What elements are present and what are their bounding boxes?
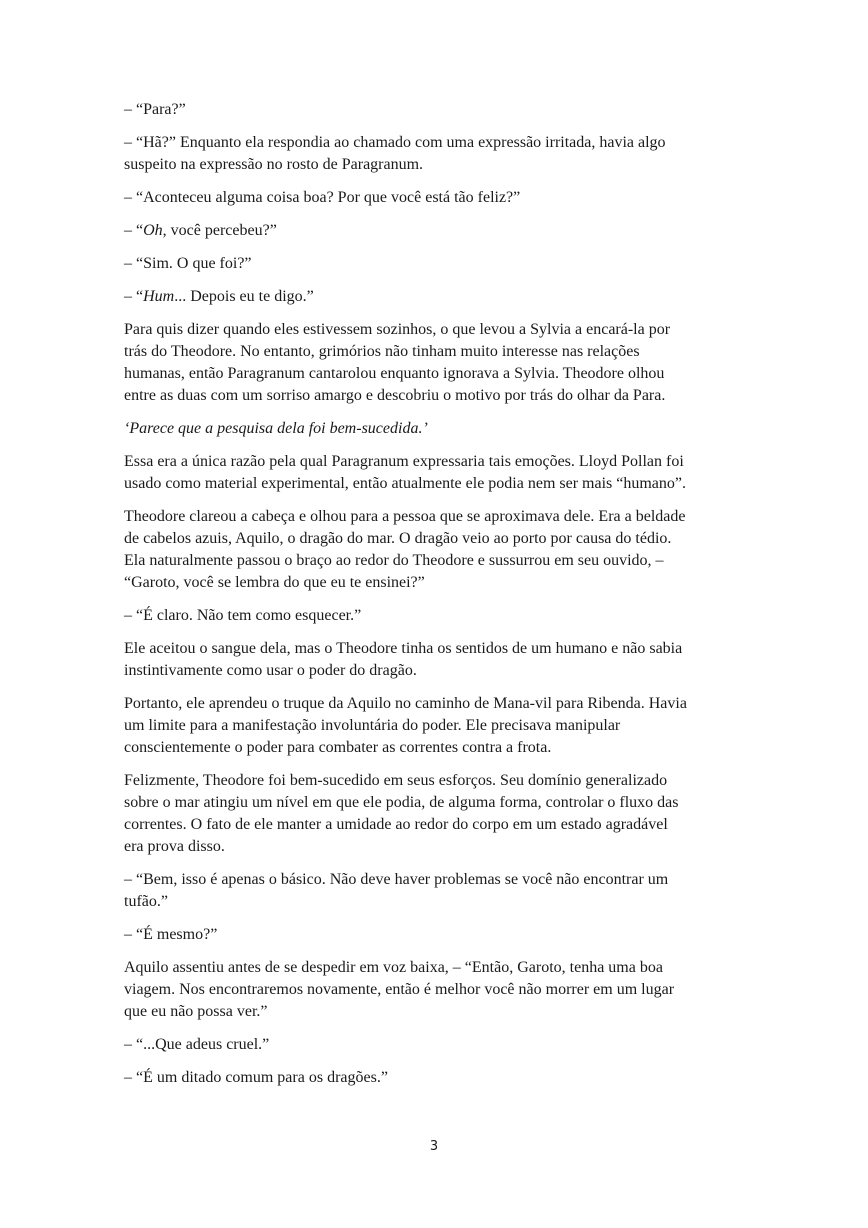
paragraph-narration: Portanto, ele aprendeu o truque da Aquilo no caminho de Mana-vil para Ribenda. Havia um limite para a manifestação involuntária do poder. Ele precisava manipular conscientemente o poder para combater as correntes contra a frota. <box>124 695 687 756</box>
text-body <box>124 99 746 1100</box>
dialogue-suffix: ... Depois eu te digo.” <box>174 288 314 305</box>
paragraph-dialogue: – “É um ditado comum para os dragões.” <box>124 1069 388 1086</box>
paragraph-narration: Felizmente, Theodore foi bem-sucedido em seus esforços. Seu domínio generalizado sobre o mar atingiu um nível em que ele podia, de alguma forma, controlar o fluxo das correntes. O fato de ele manter a umidade ao redor do corpo em um estado agradável era prova disso. <box>124 772 679 855</box>
paragraph-dialogue: – “É mesmo?” <box>124 926 218 943</box>
paragraph-dialogue: – “Aconteceu alguma coisa boa? Por que você está tão feliz?” <box>124 189 521 206</box>
emphasis-text: Oh <box>143 222 163 239</box>
page-number: 3 <box>429 1139 439 1154</box>
paragraph-dialogue: – “Hã?” Enquanto ela respondia ao chamado com uma expressão irritada, havia algo suspeito na expressão no rosto de Paragranum. <box>124 134 666 173</box>
paragraph-dialogue: – “É claro. Não tem como esquecer.” <box>124 607 362 624</box>
paragraph-narration: Theodore clareou a cabeça e olhou para a pessoa que se aproximava dele. Era a beldade de cabelos azuis, Aquilo, o dragão do mar. O dragão veio ao porto por causa do tédio. Ela naturalmente passou o braço ao redor do Theodore e sussurrou em seu ouvido, – “Garoto, você se lembra do que eu te ensinei?” <box>124 508 686 591</box>
paragraph-dialogue: – “Sim. O que foi?” <box>124 255 252 272</box>
paragraph-dialogue: – “Bem, isso é apenas o básico. Não deve haver problemas se você não encontrar um tufão.” <box>124 871 669 910</box>
dialogue-prefix: – “ <box>124 288 144 305</box>
paragraph-dialogue: – “Para?” <box>124 101 186 118</box>
paragraph-thought: ‘Parece que a pesquisa dela foi bem-sucedida.’ <box>124 420 428 437</box>
paragraph-dialogue <box>124 220 746 242</box>
paragraph-narration: Essa era a única razão pela qual Paragranum expressaria tais emoções. Lloyd Pollan foi usado como material experimental, então atualmente ele podia nem ser mais “humano”. <box>124 453 687 492</box>
dialogue-suffix: , você percebeu?” <box>162 222 277 239</box>
paragraph-dialogue: – “...Que adeus cruel.” <box>124 1036 270 1053</box>
paragraph-dialogue <box>124 286 746 308</box>
paragraph-narration: Para quis dizer quando eles estivessem sozinhos, o que levou a Sylvia a encará-la por trás do Theodore. No entanto, grimórios não tinham muito interesse nas relações humanas, então Paragranum cantarolou enquanto ignorava a Sylvia. Theodore olhou entre as duas com um sorriso amargo e descobriu o motivo por trás do olhar da Para. <box>124 321 671 404</box>
dialogue-prefix: – “ <box>124 222 144 239</box>
paragraph-narration: Ele aceitou o sangue dela, mas o Theodore tinha os sentidos de um humano e não sabia instintivamente como usar o poder do dragão. <box>124 640 683 679</box>
paragraph-narration: Aquilo assentiu antes de se despedir em voz baixa, – “Então, Garoto, tenha uma boa viagem. Nos encontraremos novamente, então é melhor você não morrer em um lugar que eu não possa ver.” <box>124 959 675 1020</box>
emphasis-text: Hum <box>143 288 175 305</box>
